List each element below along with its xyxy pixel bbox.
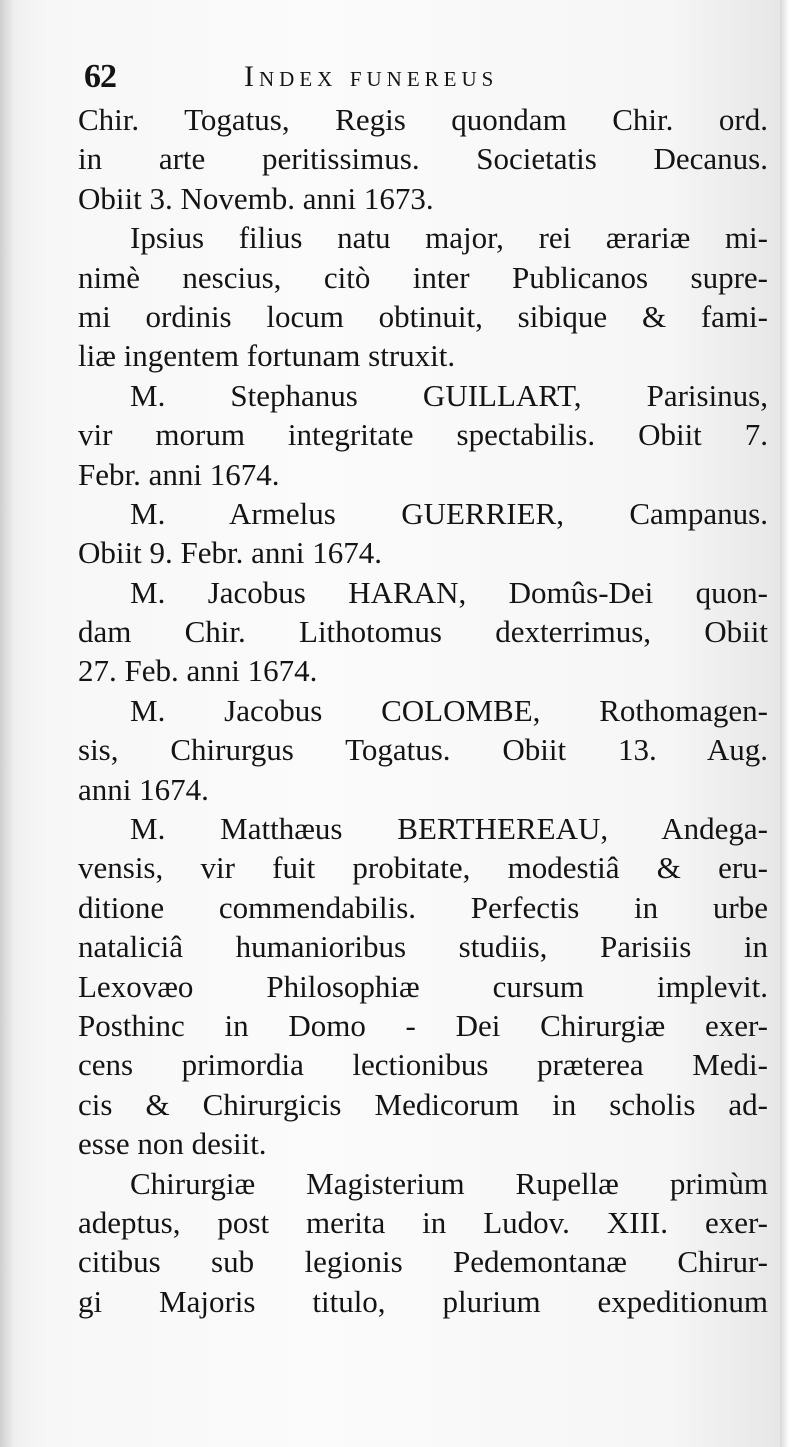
text-line: cis & Chirurgicis Medicorum in scholis ad-	[78, 1086, 768, 1122]
page-header	[84, 52, 764, 98]
text-line: dam Chir. Lithotomus dexterrimus, Obiit	[78, 614, 768, 650]
text-line: liæ ingentem fortunam struxit.	[78, 338, 456, 374]
text-line: vensis, vir fuit probitate, modestiâ & eru-	[78, 850, 768, 886]
text-line: M. Jacobus COLOMBE, Rothomagen-	[130, 692, 768, 728]
page-edge	[780, 0, 800, 1447]
text-line: Chirurgiæ Magisterium Rupellæ primùm	[130, 1165, 768, 1201]
text-line: Chir. Togatus, Regis quondam Chir. ord.	[78, 102, 768, 137]
text-line: ditione commendabilis. Perfectis in urbe	[78, 889, 768, 925]
text-line: M. Stephanus GUILLART, Parisinus,	[130, 377, 768, 413]
binding-shadow	[0, 0, 14, 1447]
text-line: Lexovæo Philosophiæ cursum implevit.	[78, 968, 768, 1004]
text-line: Febr. anni 1674.	[78, 456, 280, 492]
text-line: adeptus, post merita in Ludov. XIII. exer-	[78, 1204, 768, 1240]
text-line: 27. Feb. anni 1674.	[78, 653, 318, 689]
text-line: M. Armelus GUERRIER, Campanus.	[130, 495, 768, 531]
running-title: Index funereus	[244, 60, 499, 93]
text-line: M. Matthæus BERTHEREAU, Andega-	[130, 811, 768, 847]
text-line: Obiit 3. Novemb. anni 1673.	[78, 180, 434, 216]
text-line: Obiit 9. Febr. anni 1674.	[78, 535, 382, 571]
page-number: 62	[84, 58, 116, 95]
text-line: cens primordia lectionibus præterea Medi-	[78, 1047, 768, 1083]
text-line: anni 1674.	[78, 771, 209, 807]
text-line: M. Jacobus HARAN, Domûs-Dei quon-	[130, 574, 768, 610]
text-line: nataliciâ humanioribus studiis, Parisiis in	[78, 929, 768, 965]
text-line: mi ordinis locum obtinuit, sibique & fami-	[78, 298, 768, 334]
text-line: gi Majoris titulo, plurium expeditionum	[78, 1283, 768, 1319]
text-line: vir morum integritate spectabilis. Obiit 7.	[78, 417, 768, 453]
text-line: esse non desiit.	[78, 1126, 267, 1162]
body-text	[78, 100, 768, 1321]
text-line: Posthinc in Domo - Dei Chirurgiæ exer-	[78, 1007, 768, 1043]
text-line: nimè nescius, citò inter Publicanos supre-	[78, 259, 768, 295]
text-line: citibus sub legionis Pedemontanæ Chirur-	[78, 1244, 768, 1280]
text-line: in arte peritissimus. Societatis Decanus.	[78, 141, 768, 177]
text-line: sis, Chirurgus Togatus. Obiit 13. Aug.	[78, 732, 768, 768]
text-line: Ipsius filius natu major, rei ærariæ mi-	[130, 220, 768, 256]
